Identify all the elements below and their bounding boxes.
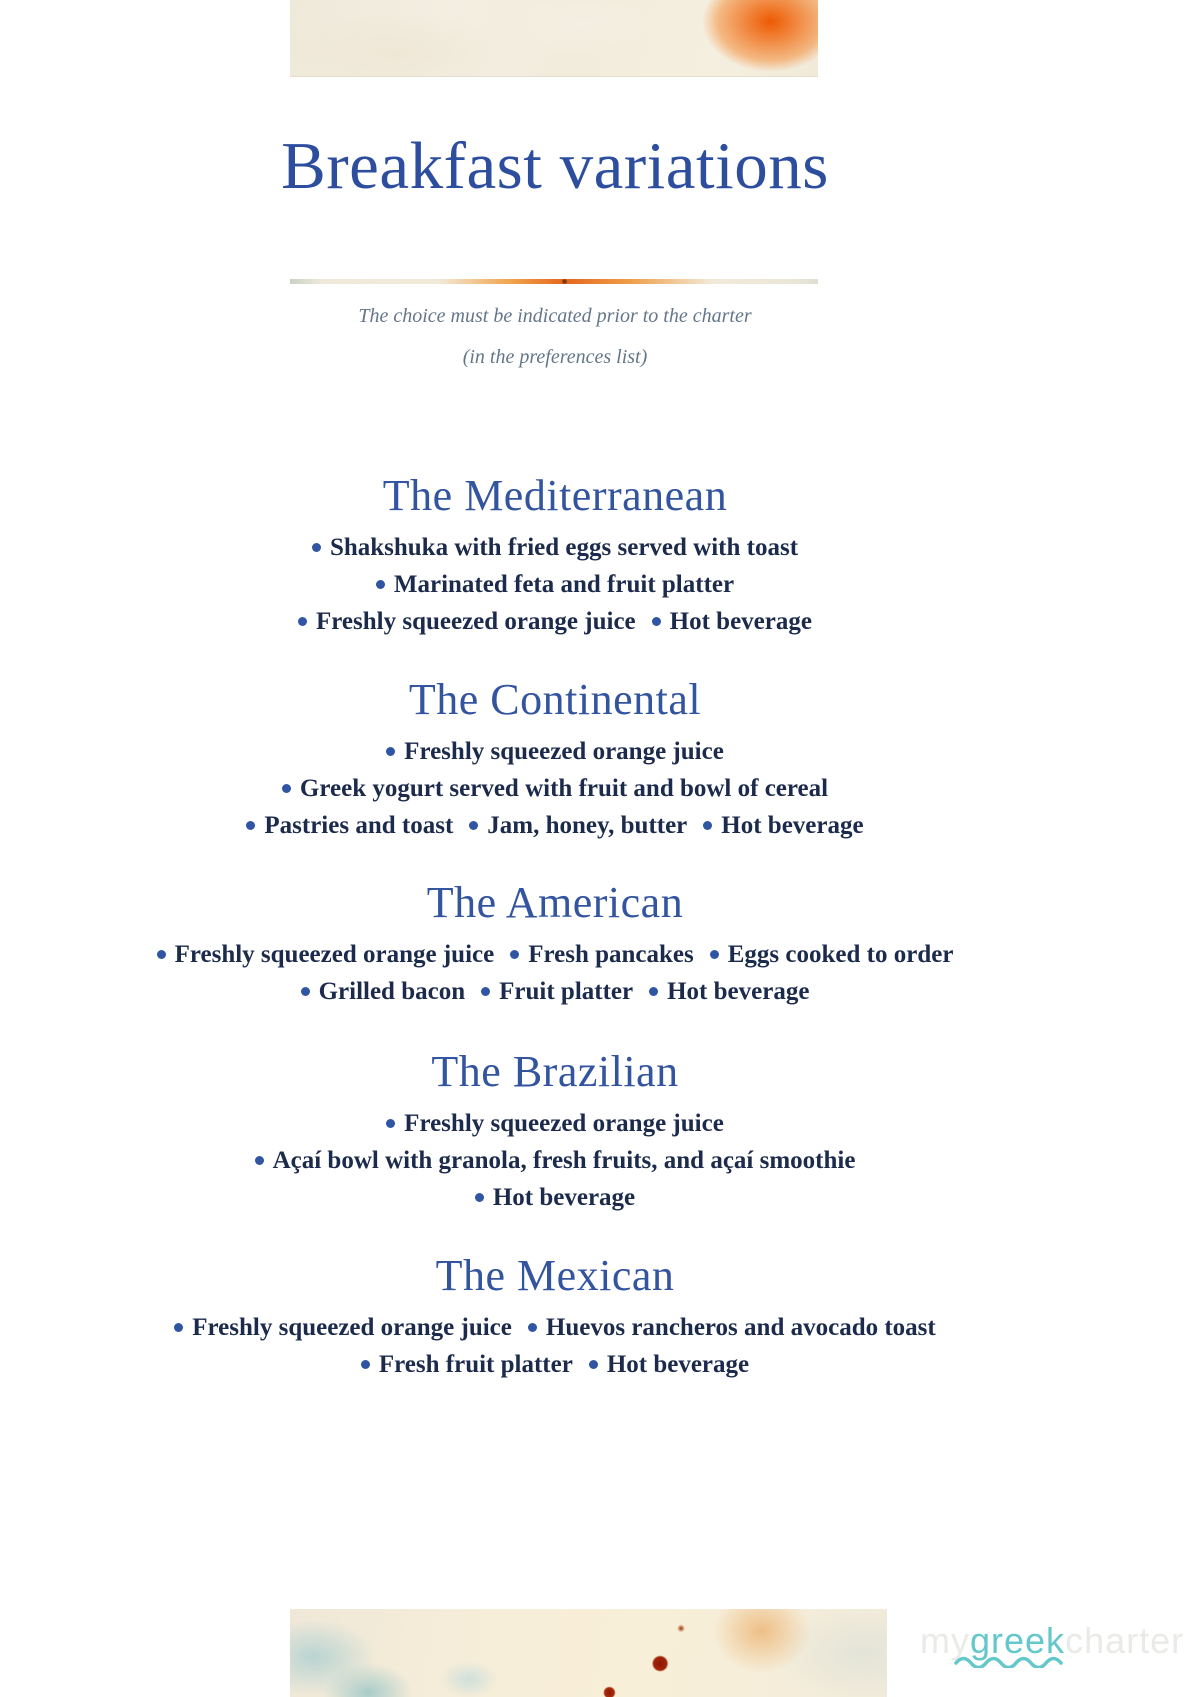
menu-line bbox=[0, 1142, 1110, 1179]
menu-item bbox=[481, 978, 633, 1005]
menu-item bbox=[157, 941, 495, 968]
section-title: The Mediterranean bbox=[382, 471, 728, 520]
bullet-icon bbox=[649, 987, 658, 996]
bullet-icon bbox=[589, 1360, 598, 1369]
menu-section-the-brazilian bbox=[0, 1046, 1110, 1216]
menu-line bbox=[0, 770, 1110, 807]
menu-item-label: Hot beverage bbox=[492, 1184, 636, 1211]
bullet-icon bbox=[376, 580, 385, 589]
bullet-icon bbox=[528, 1323, 537, 1332]
menu-line bbox=[0, 807, 1110, 844]
wave-icon bbox=[953, 1654, 1075, 1668]
subtitle-line-2: (in the preferences list) bbox=[462, 346, 648, 368]
bullet-icon bbox=[255, 1156, 264, 1165]
bullet-icon bbox=[481, 987, 490, 996]
menu-section-the-mediterranean bbox=[0, 470, 1110, 640]
menu-item bbox=[174, 1314, 512, 1341]
menu-item bbox=[649, 978, 809, 1005]
bullet-icon bbox=[157, 950, 166, 959]
bullet-icon bbox=[652, 617, 661, 626]
menu-item-label: Jam, honey, butter bbox=[487, 812, 688, 839]
menu-item-label: Freshly squeezed orange juice bbox=[316, 608, 636, 635]
menu-item-label: Hot beverage bbox=[721, 812, 864, 839]
menu-item-label: Shakshuka with fried eggs served with toast bbox=[329, 534, 799, 561]
bullet-icon bbox=[469, 821, 478, 830]
menu-item bbox=[312, 534, 798, 561]
menu-item bbox=[361, 1351, 573, 1378]
menu-item-label: Freshly squeezed orange juice bbox=[192, 1314, 512, 1341]
menu-section-the-continental bbox=[0, 674, 1110, 844]
menu-line bbox=[0, 1105, 1110, 1142]
menu-item-label: Fruit platter bbox=[499, 978, 634, 1005]
bullet-icon bbox=[312, 543, 321, 552]
footer-artwork bbox=[290, 1609, 887, 1697]
menu-line bbox=[0, 936, 1110, 973]
menu-line bbox=[0, 1179, 1110, 1216]
menu-item-label: Freshly squeezed orange juice bbox=[174, 941, 495, 968]
menu-item-label: Huevos rancheros and avocado toast bbox=[545, 1314, 936, 1341]
menu-item bbox=[255, 1147, 856, 1174]
menu-item bbox=[282, 775, 828, 802]
menu-item bbox=[386, 738, 724, 765]
menu-line bbox=[0, 529, 1110, 566]
bullet-icon bbox=[475, 1193, 484, 1202]
bullet-icon bbox=[710, 950, 719, 959]
section-title: The Brazilian bbox=[431, 1047, 679, 1096]
menu-item-label: Eggs cooked to order bbox=[727, 941, 954, 968]
menu-item-label: Fresh pancakes bbox=[528, 941, 694, 968]
menu-line bbox=[0, 1346, 1110, 1383]
menu-item-label: Hot beverage bbox=[669, 608, 812, 635]
menu-item bbox=[703, 812, 863, 839]
bullet-icon bbox=[510, 950, 519, 959]
menu-item-label: Greek yogurt served with fruit and bowl of cereal bbox=[299, 775, 829, 802]
menu-item bbox=[510, 941, 694, 968]
bullet-icon bbox=[301, 987, 310, 996]
menu-item bbox=[589, 1351, 749, 1378]
section-title: The Continental bbox=[408, 675, 702, 724]
bullet-icon bbox=[298, 617, 307, 626]
menu-item-label: Freshly squeezed orange juice bbox=[404, 1110, 724, 1137]
menu-item-label: Pastries and toast bbox=[264, 812, 454, 839]
bullet-icon bbox=[246, 821, 255, 830]
menu-item bbox=[475, 1184, 635, 1211]
divider-artwork bbox=[290, 279, 818, 284]
bullet-icon bbox=[703, 821, 712, 830]
menu-section-the-mexican bbox=[0, 1250, 1110, 1383]
menu-line bbox=[0, 603, 1110, 640]
menu-item-label: Hot beverage bbox=[606, 1351, 750, 1378]
bullet-icon bbox=[386, 1119, 395, 1128]
subtitle-line-1: The choice must be indicated prior to the charter bbox=[358, 305, 752, 327]
logo-part-greek: greek bbox=[970, 1620, 1066, 1661]
menu-item bbox=[710, 941, 954, 968]
header-artwork bbox=[290, 0, 818, 77]
logo-part-charter: charter bbox=[1065, 1620, 1185, 1661]
menu-item bbox=[246, 812, 453, 839]
menu-line bbox=[0, 566, 1110, 603]
menu-item-label: Fresh fruit platter bbox=[378, 1351, 573, 1378]
menu-item bbox=[301, 978, 466, 1005]
menu-item-label: Freshly squeezed orange juice bbox=[404, 738, 724, 765]
section-title: The Mexican bbox=[435, 1251, 675, 1300]
menu-item bbox=[652, 608, 812, 635]
menu-item-label: Grilled bacon bbox=[318, 978, 466, 1005]
logo-part-my: my bbox=[920, 1620, 970, 1661]
subtitle bbox=[0, 296, 1110, 378]
menu-item bbox=[298, 608, 636, 635]
menu-line bbox=[0, 1309, 1110, 1346]
menu-item-label: Hot beverage bbox=[667, 978, 810, 1005]
section-title: The American bbox=[426, 878, 684, 927]
page-title: Breakfast variations bbox=[281, 129, 829, 203]
menu-item bbox=[528, 1314, 936, 1341]
menu-line bbox=[0, 973, 1110, 1010]
bullet-icon bbox=[361, 1360, 370, 1369]
menu-line bbox=[0, 733, 1110, 770]
bullet-icon bbox=[386, 747, 395, 756]
menu-item bbox=[386, 1110, 724, 1137]
mygreekcharter-logo bbox=[920, 1622, 1190, 1660]
menu-item-label: Açaí bowl with granola, fresh fruits, and açaí smoothie bbox=[272, 1147, 856, 1174]
menu-item bbox=[376, 571, 734, 598]
bullet-icon bbox=[174, 1323, 183, 1332]
menu-section-the-american bbox=[0, 877, 1110, 1010]
menu-item-label: Marinated feta and fruit platter bbox=[393, 571, 735, 598]
menu-item bbox=[469, 812, 687, 839]
bullet-icon bbox=[282, 784, 291, 793]
